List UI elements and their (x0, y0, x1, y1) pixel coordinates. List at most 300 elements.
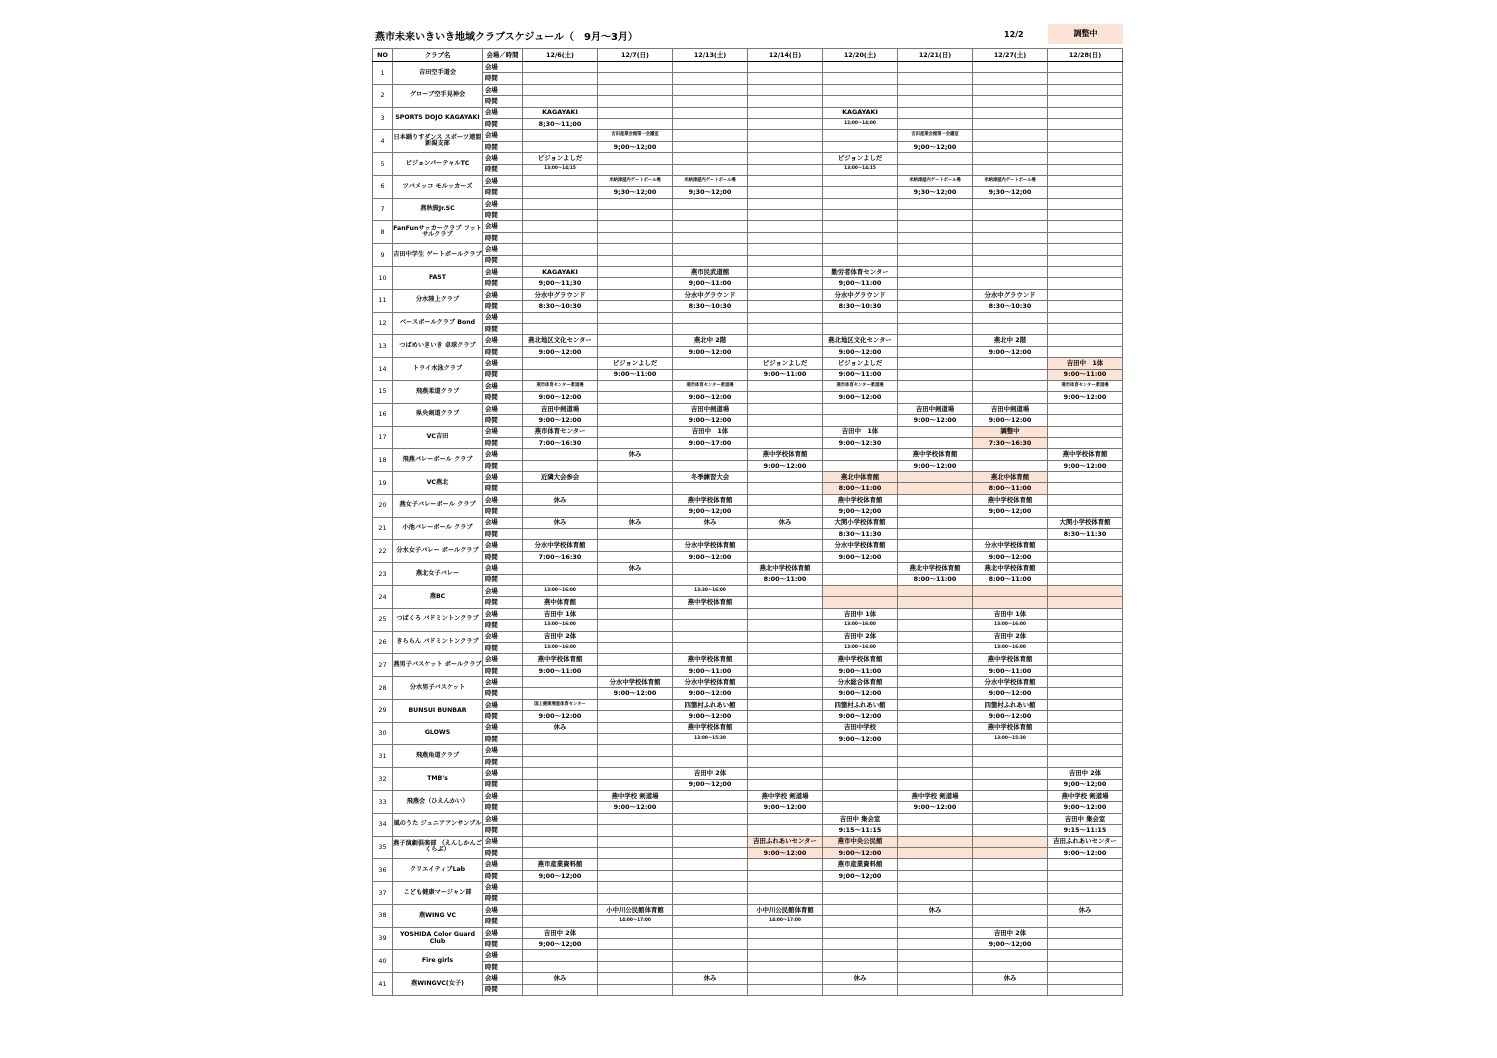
venue-cell (898, 859, 973, 870)
venue-label: 会場 (483, 175, 523, 186)
venue-cell (673, 221, 748, 232)
club-name: 飛燕会（ひえんかい） (393, 791, 483, 814)
time-cell (1048, 96, 1123, 107)
time-cell (898, 551, 973, 562)
venue-cell: 燕市体育センター柔道場 (823, 380, 898, 391)
header-club: クラブ名 (393, 49, 483, 62)
venue-cell (523, 358, 598, 369)
venue-cell: 吉田中剣道場 (523, 403, 598, 414)
venue-cell (898, 517, 973, 528)
time-cell (598, 939, 673, 950)
time-cell (823, 232, 898, 243)
time-label: 時間 (483, 597, 523, 608)
time-row (373, 734, 1123, 745)
time-cell (748, 551, 823, 562)
venue-cell (598, 62, 673, 73)
time-cell (973, 232, 1048, 243)
time-label: 時間 (483, 210, 523, 221)
time-cell: 7:00～16:30 (523, 437, 598, 448)
time-cell: 8:30～10:30 (823, 301, 898, 312)
time-cell (823, 187, 898, 198)
venue-cell (523, 677, 598, 688)
venue-cell (1048, 130, 1123, 141)
time-cell: 9:00～12:00 (673, 711, 748, 722)
time-cell (1048, 597, 1123, 608)
club-name: 県央剣道クラブ (393, 403, 483, 426)
venue-cell (898, 380, 973, 391)
venue-cell: 近隣大会参会 (523, 472, 598, 483)
venue-row (373, 745, 1123, 756)
time-cell (523, 893, 598, 904)
time-row (373, 369, 1123, 380)
venue-cell: 吉田ふれあいセンター (748, 836, 823, 847)
venue-label: 会場 (483, 882, 523, 893)
time-label: 時間 (483, 734, 523, 745)
time-cell (748, 961, 823, 972)
venue-cell: 大関小学校体育館 (823, 517, 898, 528)
time-cell (898, 734, 973, 745)
club-name: SPORTS DOJO KAGAYAKI (393, 107, 483, 130)
venue-row (373, 608, 1123, 619)
time-cell (598, 984, 673, 995)
venue-cell (973, 312, 1048, 323)
time-row (373, 460, 1123, 471)
venue-cell (598, 380, 673, 391)
time-cell (973, 278, 1048, 289)
venue-cell (673, 608, 748, 619)
time-cell (748, 870, 823, 881)
venue-cell: 吉田中 1体 (523, 608, 598, 619)
venue-cell: 小中川公民館体育館 (598, 904, 673, 915)
time-cell (673, 939, 748, 950)
time-cell (598, 825, 673, 836)
time-cell (1048, 893, 1123, 904)
venue-cell (898, 62, 973, 73)
venue-cell (1048, 722, 1123, 733)
venue-cell (748, 244, 823, 255)
time-cell (673, 529, 748, 540)
time-cell: 9:00～12:00 (523, 711, 598, 722)
time-cell (598, 642, 673, 653)
row-number: 39 (373, 927, 393, 950)
venue-cell: 休み (523, 973, 598, 984)
venue-cell: 燕北中 2階 (973, 335, 1048, 346)
venue-cell: 燕中学校体育館 (1048, 449, 1123, 460)
club-name: 分水陸上クラブ (393, 289, 483, 312)
venue-cell (748, 585, 823, 596)
venue-row (373, 791, 1123, 802)
venue-cell: 四箇村ふれあい館 (823, 699, 898, 710)
venue-cell (598, 813, 673, 824)
time-cell (898, 961, 973, 972)
row-number: 21 (373, 517, 393, 540)
venue-label: 会場 (483, 904, 523, 915)
venue-cell: 休み (748, 517, 823, 528)
row-number: 14 (373, 358, 393, 381)
venue-cell: 分水中学校体育館 (973, 677, 1048, 688)
row-number: 8 (373, 221, 393, 244)
venue-cell (823, 904, 898, 915)
venue-row (373, 677, 1123, 688)
venue-cell (1048, 153, 1123, 164)
venue-cell (973, 153, 1048, 164)
time-row (373, 118, 1123, 129)
venue-cell: 吉田中剣道場 (673, 403, 748, 414)
venue-cell: 13:00～16:00 (523, 585, 598, 596)
time-cell: 9:00～12:00 (523, 346, 598, 357)
venue-cell (1048, 654, 1123, 665)
venue-cell (973, 84, 1048, 95)
venue-cell (1048, 289, 1123, 300)
time-cell (973, 392, 1048, 403)
time-cell (823, 961, 898, 972)
time-cell (673, 483, 748, 494)
venue-cell (523, 221, 598, 232)
venue-row (373, 904, 1123, 915)
venue-cell (823, 84, 898, 95)
venue-cell: 燕中学校 剣道場 (1048, 791, 1123, 802)
venue-label: 会場 (483, 677, 523, 688)
venue-row (373, 494, 1123, 505)
venue-cell (823, 312, 898, 323)
venue-cell: 吉田中 1体 (1048, 358, 1123, 369)
time-cell: 9:00～11:00 (973, 665, 1048, 676)
time-cell (973, 141, 1048, 152)
venue-cell (598, 244, 673, 255)
venue-row (373, 631, 1123, 642)
venue-cell: 吉田中 2体 (823, 631, 898, 642)
time-cell (898, 893, 973, 904)
time-cell (973, 756, 1048, 767)
time-cell (898, 301, 973, 312)
venue-cell: 燕市体育センター柔道場 (523, 380, 598, 391)
time-cell (523, 847, 598, 858)
venue-cell: 燕中学校体育館 (748, 449, 823, 460)
venue-cell (598, 654, 673, 665)
time-cell (748, 255, 823, 266)
time-cell (973, 323, 1048, 334)
venue-cell (673, 927, 748, 938)
venue-cell: 燕市体育センター柔道場 (1048, 380, 1123, 391)
venue-row (373, 426, 1123, 437)
venue-cell (748, 107, 823, 118)
venue-label: 会場 (483, 198, 523, 209)
time-cell (1048, 483, 1123, 494)
time-cell (898, 984, 973, 995)
venue-cell (523, 745, 598, 756)
venue-label: 会場 (483, 403, 523, 414)
venue-cell (823, 449, 898, 460)
venue-cell (898, 768, 973, 779)
venue-cell (748, 722, 823, 733)
venue-cell (1048, 699, 1123, 710)
row-number: 23 (373, 563, 393, 586)
time-cell (1048, 187, 1123, 198)
row-number: 26 (373, 631, 393, 654)
time-cell (823, 597, 898, 608)
venue-cell (523, 950, 598, 961)
venue-cell (898, 585, 973, 596)
venue-cell (523, 882, 598, 893)
venue-cell (748, 859, 823, 870)
venue-cell: 吉田中学校 (823, 722, 898, 733)
venue-cell: 吉田中剣道場 (898, 403, 973, 414)
venue-cell: 休み (898, 904, 973, 915)
time-cell (898, 711, 973, 722)
venue-cell (673, 813, 748, 824)
venue-cell: 米納津屋内ゲートボール場 (673, 175, 748, 186)
time-cell (598, 893, 673, 904)
time-cell (673, 961, 748, 972)
row-number: 16 (373, 403, 393, 426)
venue-label: 会場 (483, 791, 523, 802)
time-cell (523, 73, 598, 84)
venue-cell (598, 198, 673, 209)
time-cell (823, 210, 898, 221)
venue-cell: 国上健康増進体育センター (523, 699, 598, 710)
venue-cell (598, 927, 673, 938)
venue-cell (898, 540, 973, 551)
venue-cell: 燕北中学校体育館 (748, 563, 823, 574)
time-label: 時間 (483, 323, 523, 334)
time-row (373, 73, 1123, 84)
time-cell: 13:00～16:00 (973, 642, 1048, 653)
time-cell (823, 802, 898, 813)
venue-cell (1048, 335, 1123, 346)
time-label: 時間 (483, 118, 523, 129)
time-cell (1048, 232, 1123, 243)
time-cell (823, 779, 898, 790)
venue-label: 会場 (483, 540, 523, 551)
venue-row (373, 62, 1123, 73)
row-number: 4 (373, 130, 393, 153)
venue-cell (973, 813, 1048, 824)
time-cell (748, 187, 823, 198)
venue-label: 会場 (483, 585, 523, 596)
time-cell (973, 961, 1048, 972)
venue-cell (973, 517, 1048, 528)
venue-cell (1048, 677, 1123, 688)
time-label: 時間 (483, 551, 523, 562)
time-cell: 13:00～16:00 (523, 620, 598, 631)
venue-cell: 燕中学校体育館 (673, 722, 748, 733)
venue-row (373, 517, 1123, 528)
venue-cell (1048, 267, 1123, 278)
venue-cell: 吉田中 集会室 (823, 813, 898, 824)
venue-cell: 燕中学校体育館 (673, 654, 748, 665)
time-cell: 9:00～12:00 (973, 346, 1048, 357)
time-cell: 9:00～12:00 (673, 688, 748, 699)
venue-cell (973, 107, 1048, 118)
row-number: 7 (373, 198, 393, 221)
venue-cell (523, 175, 598, 186)
venue-cell (598, 745, 673, 756)
time-cell: 9:00～12:00 (823, 688, 898, 699)
time-row (373, 187, 1123, 198)
time-cell: 9:00～12:00 (748, 460, 823, 471)
schedule-table (372, 48, 1123, 996)
print-date: 12/2 (1004, 30, 1024, 39)
venue-cell (1048, 221, 1123, 232)
time-cell (1048, 506, 1123, 517)
club-name: 燕男子バスケット ボールクラブ (393, 654, 483, 677)
venue-cell (598, 699, 673, 710)
time-cell: 9:00～12:00 (823, 711, 898, 722)
time-cell (598, 756, 673, 767)
header-kind: 会場／時間 (483, 49, 523, 62)
venue-label: 会場 (483, 631, 523, 642)
time-cell (973, 255, 1048, 266)
venue-label: 会場 (483, 768, 523, 779)
header-date: 12/28(日) (1048, 49, 1123, 62)
venue-cell: 大関小学校体育館 (1048, 517, 1123, 528)
venue-cell: 米納津屋内ゲートボール場 (973, 175, 1048, 186)
time-cell (1048, 346, 1123, 357)
time-cell (1048, 574, 1123, 585)
time-cell (973, 779, 1048, 790)
time-cell (673, 210, 748, 221)
venue-cell: 四箇村ふれあい館 (673, 699, 748, 710)
time-cell (1048, 323, 1123, 334)
time-cell (523, 232, 598, 243)
venue-cell (1048, 631, 1123, 642)
time-cell: 9:00～12:00 (523, 415, 598, 426)
time-label: 時間 (483, 346, 523, 357)
venue-label: 会場 (483, 927, 523, 938)
club-name: YOSHIDA Color Guard Club (393, 927, 483, 950)
time-cell (748, 597, 823, 608)
time-cell: 8:30～10:30 (973, 301, 1048, 312)
row-number: 34 (373, 813, 393, 836)
time-cell (973, 916, 1048, 927)
time-row (373, 756, 1123, 767)
venue-row (373, 950, 1123, 961)
venue-cell (1048, 472, 1123, 483)
time-cell: 9;00～12;00 (598, 141, 673, 152)
venue-cell: 燕中学校 剣道場 (598, 791, 673, 802)
time-cell (898, 232, 973, 243)
time-cell: 燕中体育館 (523, 597, 598, 608)
time-label: 時間 (483, 529, 523, 540)
venue-cell: 燕市産業資料館 (823, 859, 898, 870)
venue-cell (673, 107, 748, 118)
time-cell (1048, 551, 1123, 562)
venue-cell (973, 358, 1048, 369)
venue-cell (973, 904, 1048, 915)
venue-cell: KAGAYAKI (823, 107, 898, 118)
venue-cell (823, 791, 898, 802)
venue-cell (673, 84, 748, 95)
venue-cell: 休み (523, 494, 598, 505)
venue-cell: 燕中学校体育館 (673, 494, 748, 505)
time-row (373, 232, 1123, 243)
club-name: 飛燕角道クラブ (393, 745, 483, 768)
venue-cell: 休み (523, 517, 598, 528)
time-cell (1048, 665, 1123, 676)
row-number: 10 (373, 267, 393, 290)
venue-cell: 燕市産業資料館 (523, 859, 598, 870)
time-row (373, 916, 1123, 927)
venue-cell (898, 153, 973, 164)
time-cell: 9;00～12;00 (523, 870, 598, 881)
venue-label: 会場 (483, 950, 523, 961)
venue-cell (523, 84, 598, 95)
time-cell: 9:00～11:00 (1048, 369, 1123, 380)
venue-cell: 吉田中 2体 (523, 927, 598, 938)
venue-cell (673, 449, 748, 460)
time-cell (673, 460, 748, 471)
venue-label: 会場 (483, 494, 523, 505)
venue-cell (598, 403, 673, 414)
page-title: 燕市未来いきいき地域クラブスケジュール（ 9月～3月） (375, 32, 638, 43)
header-row (373, 49, 1123, 62)
venue-cell (598, 335, 673, 346)
venue-cell (748, 882, 823, 893)
time-label: 時間 (483, 141, 523, 152)
venue-cell (523, 244, 598, 255)
time-row (373, 483, 1123, 494)
row-number: 24 (373, 585, 393, 608)
venue-cell: ビジョンよしだ (748, 358, 823, 369)
row-number: 2 (373, 84, 393, 107)
venue-cell: 冬季練習大会 (673, 472, 748, 483)
time-cell: 9;00～12;00 (973, 939, 1048, 950)
time-cell (598, 73, 673, 84)
venue-label: 会場 (483, 813, 523, 824)
time-cell (1048, 688, 1123, 699)
venue-cell: 分水中学校体育館 (823, 540, 898, 551)
venue-cell (898, 335, 973, 346)
time-cell (748, 73, 823, 84)
time-cell: 13:00～15:30 (973, 734, 1048, 745)
time-cell (1048, 437, 1123, 448)
venue-cell: 吉田中 2体 (973, 631, 1048, 642)
time-cell (523, 688, 598, 699)
time-cell (748, 437, 823, 448)
status-badge: 調整中 (1048, 24, 1123, 44)
venue-cell: 米納津屋内ゲートボール場 (598, 175, 673, 186)
venue-cell (748, 950, 823, 961)
venue-cell: 燕中学校体育館 (973, 494, 1048, 505)
club-name: 吉田中学生 ゲートボールクラブ (393, 244, 483, 267)
time-cell: 9:00～11:00 (823, 369, 898, 380)
time-cell: 13:00～16:00 (823, 620, 898, 631)
time-cell (1048, 734, 1123, 745)
time-cell (673, 574, 748, 585)
row-number: 5 (373, 153, 393, 176)
row-number: 32 (373, 768, 393, 791)
time-row (373, 529, 1123, 540)
time-label: 時間 (483, 870, 523, 881)
venue-cell (1048, 882, 1123, 893)
venue-label: 会場 (483, 312, 523, 323)
venue-cell (748, 426, 823, 437)
time-label: 時間 (483, 802, 523, 813)
venue-cell (748, 494, 823, 505)
venue-cell (823, 62, 898, 73)
time-label: 時間 (483, 688, 523, 699)
time-cell (673, 642, 748, 653)
time-cell: 9:00～12:00 (1048, 460, 1123, 471)
time-cell (598, 506, 673, 517)
time-cell (823, 460, 898, 471)
time-cell: 9:00～12:00 (673, 392, 748, 403)
club-name: 飛燕柔道クラブ (393, 380, 483, 403)
time-cell (598, 346, 673, 357)
time-row (373, 665, 1123, 676)
venue-row (373, 244, 1123, 255)
time-cell: 9:00～17:00 (673, 437, 748, 448)
